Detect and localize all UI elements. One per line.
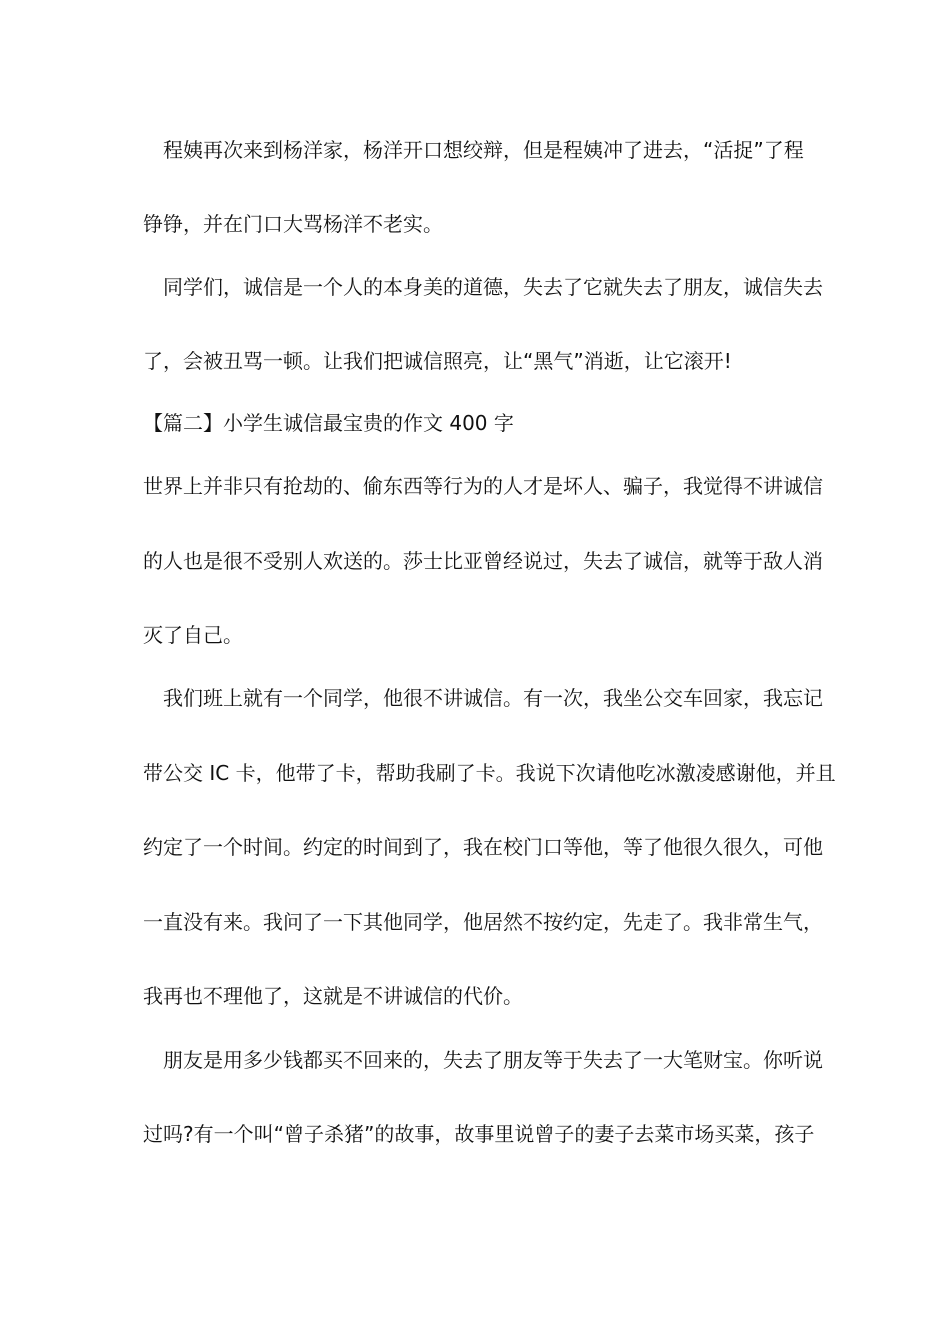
paragraph-line: 程姨再次来到杨洋家，杨洋开口想绞辩，但是程姨冲了进去，“活捉”了程 xyxy=(143,138,804,162)
paragraph-line: 了，会被丑骂一顿。让我们把诚信照亮，让“黑气”消逝，让它滚开! xyxy=(143,349,732,373)
paragraph-line: 世界上并非只有抢劫的、偷东西等行为的人才是坏人、骗子，我觉得不讲诚信 xyxy=(143,474,823,498)
paragraph-line: 同学们，诚信是一个人的本身美的道德，失去了它就失去了朋友，诚信失去 xyxy=(143,275,823,299)
paragraph-line: 的人也是很不受别人欢送的。莎士比亚曾经说过，失去了诚信，就等于敌人消 xyxy=(143,549,823,573)
paragraph-line: 朋友是用多少钱都买不回来的，失去了朋友等于失去了一大笔财宝。你听说 xyxy=(143,1048,823,1072)
paragraph-line: 带公交 IC 卡，他带了卡，帮助我刷了卡。我说下次请他吃冰激凌感谢他，并且 xyxy=(143,761,836,785)
paragraph-line: 铮铮，并在门口大骂杨洋不老实。 xyxy=(143,212,443,236)
paragraph-line: 过吗?有一个叫“曾子杀猪”的故事，故事里说曾子的妻子去菜市场买菜，孩子 xyxy=(143,1122,815,1146)
paragraph-line: 灭了自己。 xyxy=(143,623,243,647)
paragraph-line: 一直没有来。我问了一下其他同学，他居然不按约定，先走了。我非常生气， xyxy=(143,910,823,934)
paragraph-line: 我再也不理他了，这就是不讲诚信的代价。 xyxy=(143,984,523,1008)
paragraph-line: 约定了一个时间。约定的时间到了，我在校门口等他，等了他很久很久，可他 xyxy=(143,835,823,859)
section-heading: 【篇二】小学生诚信最宝贵的作文 400 字 xyxy=(143,411,514,435)
paragraph-line: 我们班上就有一个同学，他很不讲诚信。有一次，我坐公交车回家，我忘记 xyxy=(143,686,823,710)
